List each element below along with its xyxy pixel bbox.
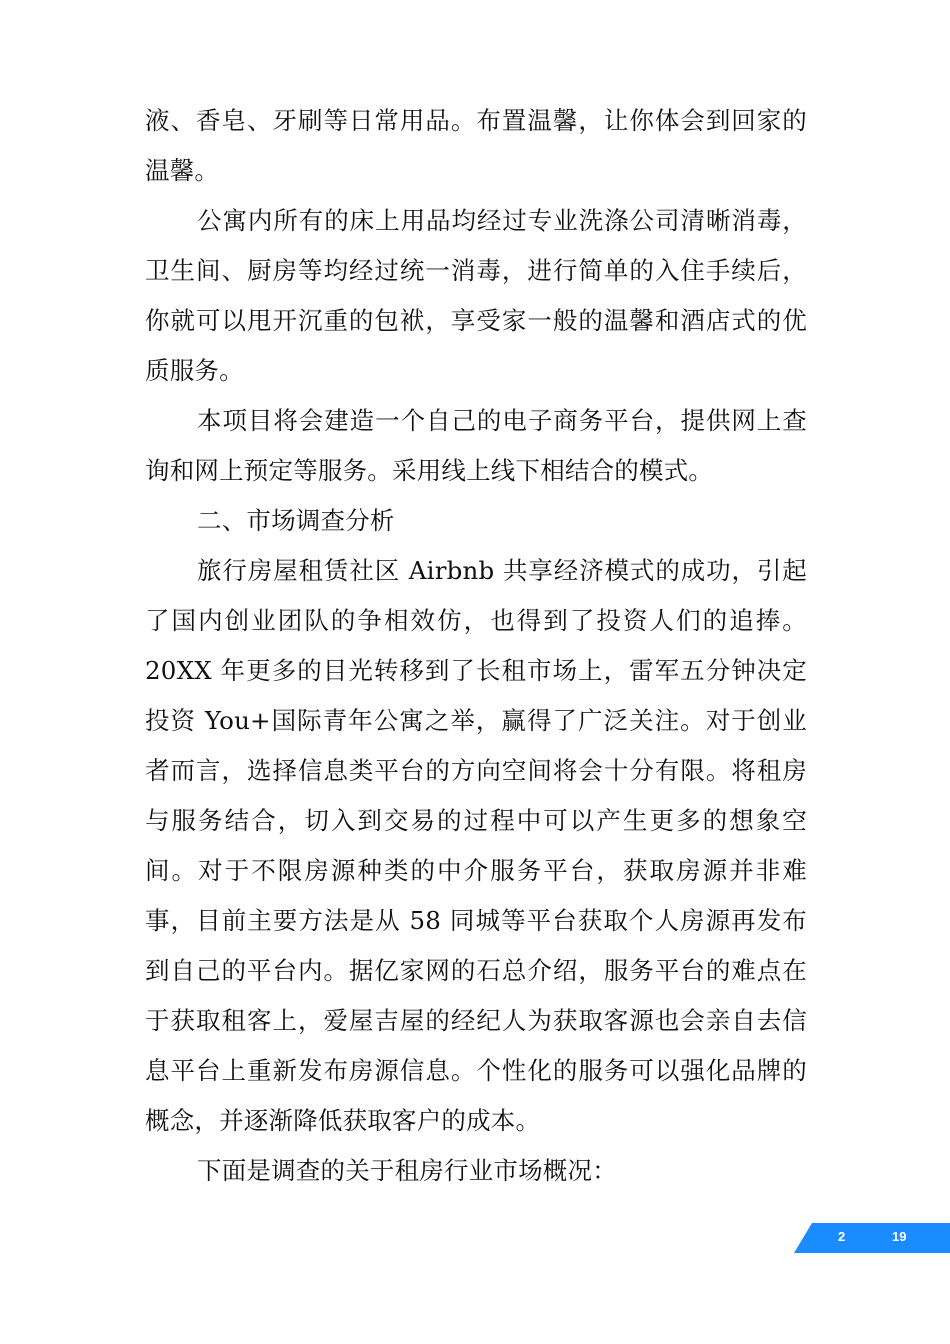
section-heading-market-analysis: 二、市场调查分析: [197, 506, 395, 535]
current-page-number: 2: [838, 1229, 846, 1244]
paragraph-market-overview: 旅行房屋租赁社区 Airbnb 共享经济模式的成功，引起了国内创业团队的争相效仿，也得到了投资人们的追捧。20XX 年更多的目光转移到了长租市场上，雷军五分钟决定投资 You+国际青年公寓之举，赢得了广泛关注。对于创业者而言，选择信息类平台的方向空间将会十分有限。将租房与服务结合，切入到交易的过程中可以产生更多的想象空间。对于不限房源种类的中介服务平台，获取房源并非难事，目前主要方法是从 58 同城等平台获取个人房源再发布到自己的平台内。据亿家网的石总介绍，服务平台的难点在于获取租客上，爱屋吉屋的经纪人为获取客源也会亲自去信息平台上重新发布房源信息。个性化的服务可以强化品牌的概念，并逐渐降低获取客户的成本。: [145, 556, 807, 1135]
paragraph-bedding-hygiene: 公寓内所有的床上用品均经过专业洗涤公司清晰消毒，卫生间、厨房等均经过统一消毒，进行简单的入住手续后，你就可以甩开沉重的包袱，享受家一般的温馨和酒店式的优质服务。: [145, 206, 807, 385]
page-number-badge: [794, 1223, 950, 1253]
page-badge-background: [794, 1223, 950, 1253]
document-body: [145, 96, 807, 1196]
paragraph-ecommerce-platform: 本项目将会建造一个自己的电子商务平台，提供网上查询和网上预定等服务。采用线上线下相结合的模式。: [145, 406, 807, 485]
total-page-count: 19: [892, 1229, 907, 1244]
paragraph-survey-intro: 下面是调查的关于租房行业市场概况：: [197, 1156, 617, 1185]
paragraph-continuation: 液、香皂、牙刷等日常用品。布置温馨，让你体会到回家的温馨。: [145, 106, 807, 185]
